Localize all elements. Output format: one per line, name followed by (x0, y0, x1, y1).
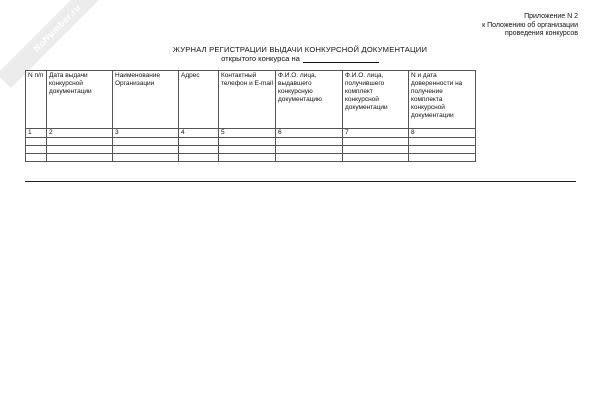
table-row (26, 154, 476, 162)
table-cell (219, 138, 276, 146)
column-number: 3 (113, 129, 179, 138)
subtitle-blank-line (303, 54, 379, 63)
table-cell (179, 146, 219, 154)
table-cell (343, 154, 409, 162)
annex-line-1: Приложение N 2 (524, 13, 578, 20)
header-received-by: Ф.И.О. лица, получившего комплект конкурсной документации (343, 71, 409, 129)
header-address: Адрес (179, 71, 219, 129)
table-cell (409, 146, 476, 154)
table-row (26, 138, 476, 146)
header-number: N п/п (26, 71, 47, 129)
subtitle-text: открытого конкурса на (221, 54, 300, 63)
column-number: 6 (276, 129, 343, 138)
table-cell (409, 138, 476, 146)
table-cell (179, 138, 219, 146)
annex-reference (482, 13, 578, 39)
table-cell (179, 154, 219, 162)
table-cell (26, 146, 47, 154)
document-title (0, 45, 600, 63)
column-number: 7 (343, 129, 409, 138)
table-cell (26, 138, 47, 146)
footnote-separator-line (25, 181, 576, 182)
header-issued-by: Ф.И.О. лица, выдавшего конкурсную документацию (276, 71, 343, 129)
journal-title: ЖУРНАЛ РЕГИСТРАЦИИ ВЫДАЧИ КОНКУРСНОЙ ДОКУМЕНТАЦИИ (172, 45, 428, 54)
header-issue-date: Дата выдачи конкурсной документации (47, 71, 113, 129)
table-cell (219, 154, 276, 162)
column-number: 4 (179, 129, 219, 138)
table-cell (276, 146, 343, 154)
header-power-of-attorney: N и дата доверенности на получение комплекта конкурсной документации (409, 71, 476, 129)
table-cell (219, 146, 276, 154)
column-number: 1 (26, 129, 47, 138)
table-cell (343, 146, 409, 154)
watermark-text: NoNumber.ru (31, 2, 83, 54)
table-cell (276, 154, 343, 162)
table-cell (47, 154, 113, 162)
table-cell (47, 138, 113, 146)
header-contact: Контактный телефон и E-mail (219, 71, 276, 129)
column-number: 5 (219, 129, 276, 138)
column-number: 8 (409, 129, 476, 138)
table-cell (409, 154, 476, 162)
table-cell (276, 138, 343, 146)
registration-journal-table (25, 70, 476, 162)
table-cell (113, 154, 179, 162)
journal-subtitle (0, 54, 600, 63)
table-cell (113, 146, 179, 154)
header-organization-name: Наименование Организации (113, 71, 179, 129)
table-cell (26, 154, 47, 162)
column-number-row (26, 129, 476, 138)
annex-line-3: проведения конкурсов (505, 30, 578, 37)
table-cell (113, 138, 179, 146)
table-cell (47, 146, 113, 154)
column-number: 2 (47, 129, 113, 138)
table-cell (343, 138, 409, 146)
annex-line-2: к Положению об организации (482, 21, 578, 29)
table-row (26, 146, 476, 154)
table-header-row (26, 71, 476, 129)
